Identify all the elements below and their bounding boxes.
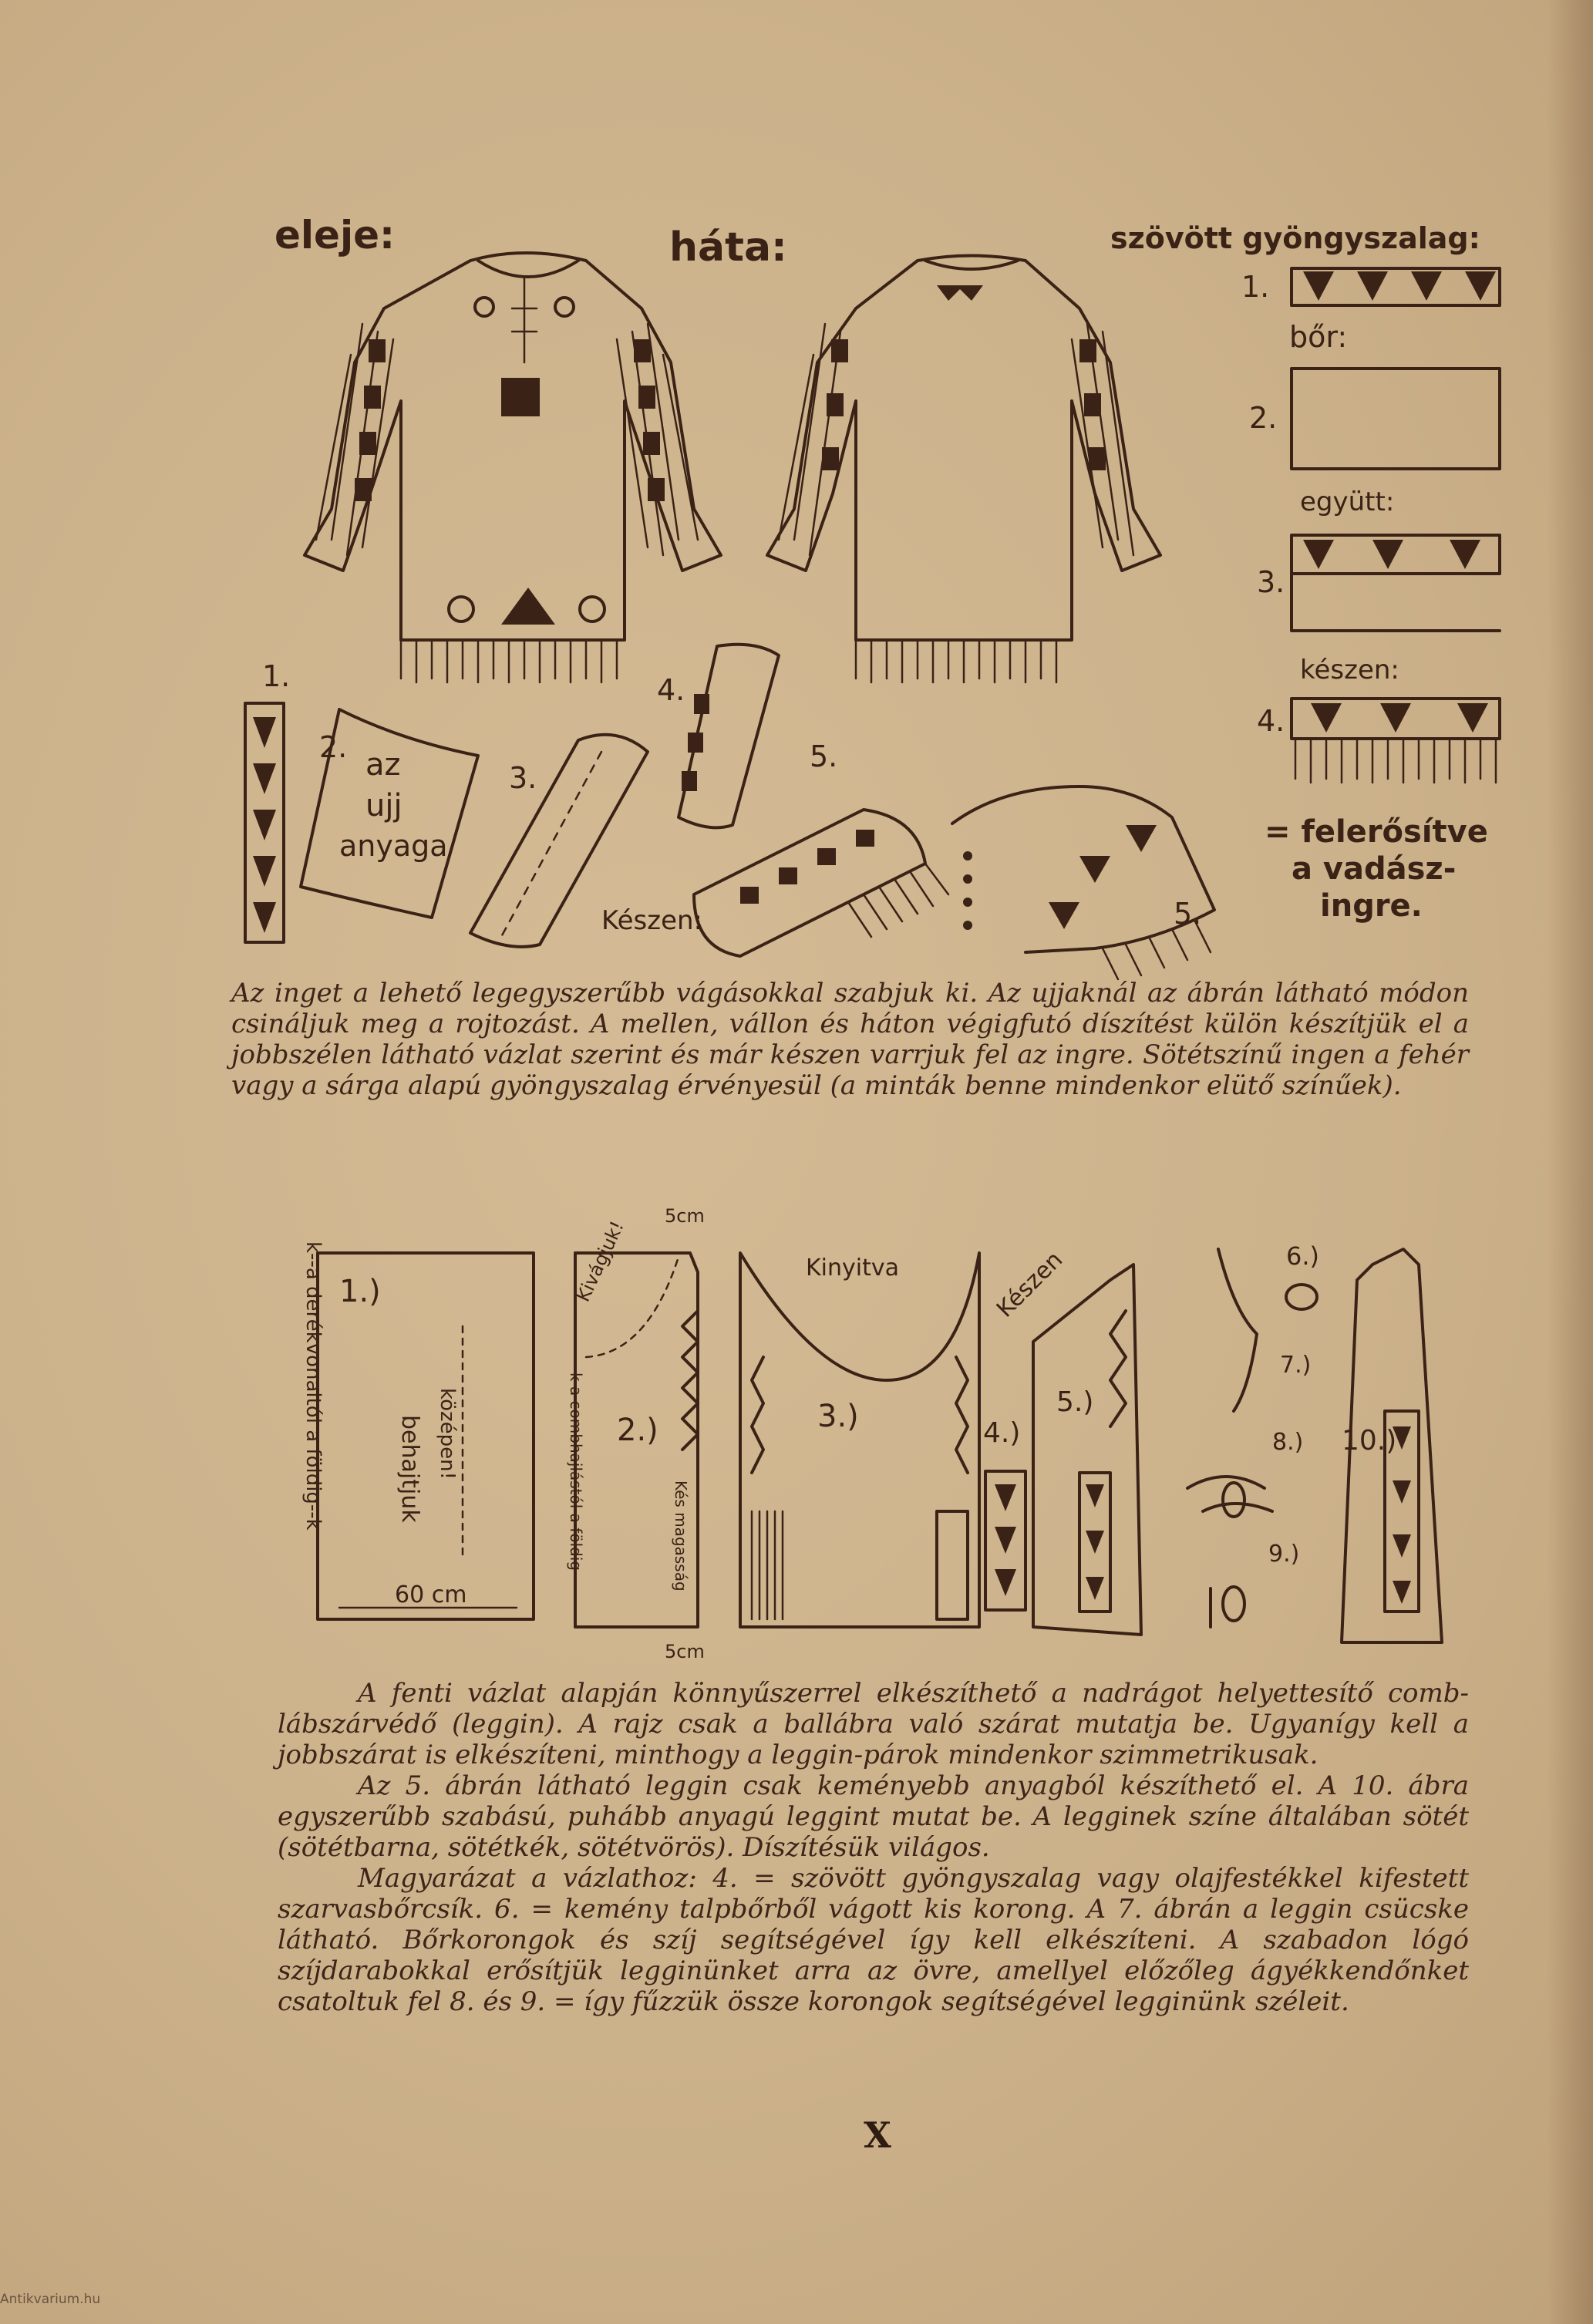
watermark: Antikvarium.hu (0, 2292, 101, 2307)
shirt-back-drawing (767, 256, 1160, 683)
p1-middle: középen! (436, 1388, 459, 1480)
p9-number: 9.) (1268, 1541, 1300, 1568)
paragraph-1: Az inget a lehető legegyszerűbb vágásokkal szabjuk ki. Az ujjaknál az ábrán látható módon csináljuk meg a rojtozást. A mellen, vállon és háton végigfutó díszítést külön készítjük el a jobbszélen látható vázlat szerint és már készen varrjuk fel az ingre. Sötétszínű ingen a fehér vagy a sárga alapú gyöngyszalag érvényesül (a minták benne mindenkor elütő színűek). (231, 978, 1469, 1101)
p2-bottom-measure: 5cm (665, 1641, 705, 1662)
label-ready: készen: (1300, 655, 1399, 685)
sleeve-fabric-3: anyaga (339, 829, 448, 863)
paragraph-3: Az 5. ábrán látható leggin csak keményebb anyagból készíthető el. A 10. ábra egyszerűbb szabású, puhább anyagú leggint mutat be. A legginek színe általában sötét (sötétbarna, sötétkék, sötétvörös). Díszítésük világos. (278, 1770, 1469, 1863)
label-attached-3: ingre. (1320, 888, 1423, 924)
p2-top-measure: 5cm (665, 1205, 705, 1227)
shirt-front-drawing (305, 253, 721, 682)
label-back: háta: (669, 224, 787, 271)
paragraph-2: A fenti vázlat alapján könnyűszerrel elkészíthető a nadrágot helyettesítő comb- lábszárvédő (leggin). A rajz csak a ballábra való szárat mutatja be. Ugyanígy kell a jobbszárat is elkészíteni, minthogy a leggin-párok mindenkor szimmetrikusak. (278, 1678, 1469, 1770)
side-label-waist-to-floor: k--a derékvonaltól a földig--k (301, 1241, 325, 1531)
p2-cut: Kivágjuk! (572, 1218, 628, 1305)
sleeve-step-5: 5. (810, 739, 838, 773)
sleeve-step-4: 4. (657, 673, 685, 707)
p6-number: 6.) (1286, 1241, 1320, 1271)
leggings-text (278, 1678, 1469, 2017)
top-illustration (245, 213, 1500, 979)
p8-number: 8.) (1272, 1429, 1304, 1456)
beadband-steps (1241, 268, 1500, 924)
sleeve-ready: Készen: (601, 905, 703, 936)
p5-number: 5.) (1056, 1386, 1094, 1418)
p2-number: 2.) (617, 1413, 658, 1448)
p2-side: k a combhajlástól a földig (567, 1373, 585, 1571)
sleeve-fabric-2: ujj (365, 788, 402, 824)
label-attached-1: = felerősítve (1265, 814, 1488, 850)
p3-number: 3.) (817, 1399, 859, 1434)
p10-number: 10.) (1342, 1425, 1397, 1457)
page-number: X (864, 2114, 891, 2156)
sleeve-step-2: 2. (319, 730, 348, 764)
p7-number: 7.) (1280, 1352, 1312, 1379)
p1-width: 60 cm (395, 1581, 467, 1608)
sleeve-step-3: 3. (509, 761, 537, 795)
detail-number: 5. (1174, 897, 1202, 931)
strip-number-1: 1. (1241, 270, 1270, 304)
strip-number-3: 3. (1257, 565, 1285, 599)
pattern-3-shape (740, 1253, 979, 1627)
label-leather: bőr: (1289, 320, 1348, 354)
paragraph-shirt-instructions (231, 978, 1469, 1101)
sleeve-step-1: 1. (262, 659, 291, 693)
sleeve-steps (245, 645, 1214, 979)
label-attached-2: a vadász- (1292, 851, 1457, 887)
strip-number-4: 4. (1257, 704, 1285, 738)
p2-height: Kés magasság (672, 1480, 690, 1591)
p3-open: Kinyitva (806, 1255, 900, 1282)
label-front: eleje: (274, 213, 396, 258)
label-together: együtt: (1300, 487, 1395, 517)
bottom-illustration (301, 1205, 1442, 1662)
p1-fold: behajtjuk (396, 1415, 423, 1523)
paragraph-4: Magyarázat a vázlathoz: 4. = szövött gyöngyszalag vagy olajfestékkel kifestett szarvasbőrcsík. 6. = kemény talpbőrből vágott kis korong. A 7. ábrán a leggin csücske látható. Bőrkorongok és szíj segítségével így kell elkészíteni. A szabadon lógó szíjdarabokkal erősítjük legginünket arra az övre, amellyel előzőleg ágyékkendőnket csatoltuk fel 8. és 9. = így fűzzük össze korongok segítségével legginünk széleit. (278, 1863, 1469, 2017)
strip-number-2: 2. (1249, 401, 1278, 435)
p1-number: 1.) (339, 1274, 381, 1309)
p4-number: 4.) (983, 1417, 1021, 1449)
label-beadband: szövött gyöngyszalag: (1110, 221, 1480, 255)
sleeve-fabric-1: az (365, 747, 401, 783)
p5-ready: Készen (991, 1246, 1069, 1323)
